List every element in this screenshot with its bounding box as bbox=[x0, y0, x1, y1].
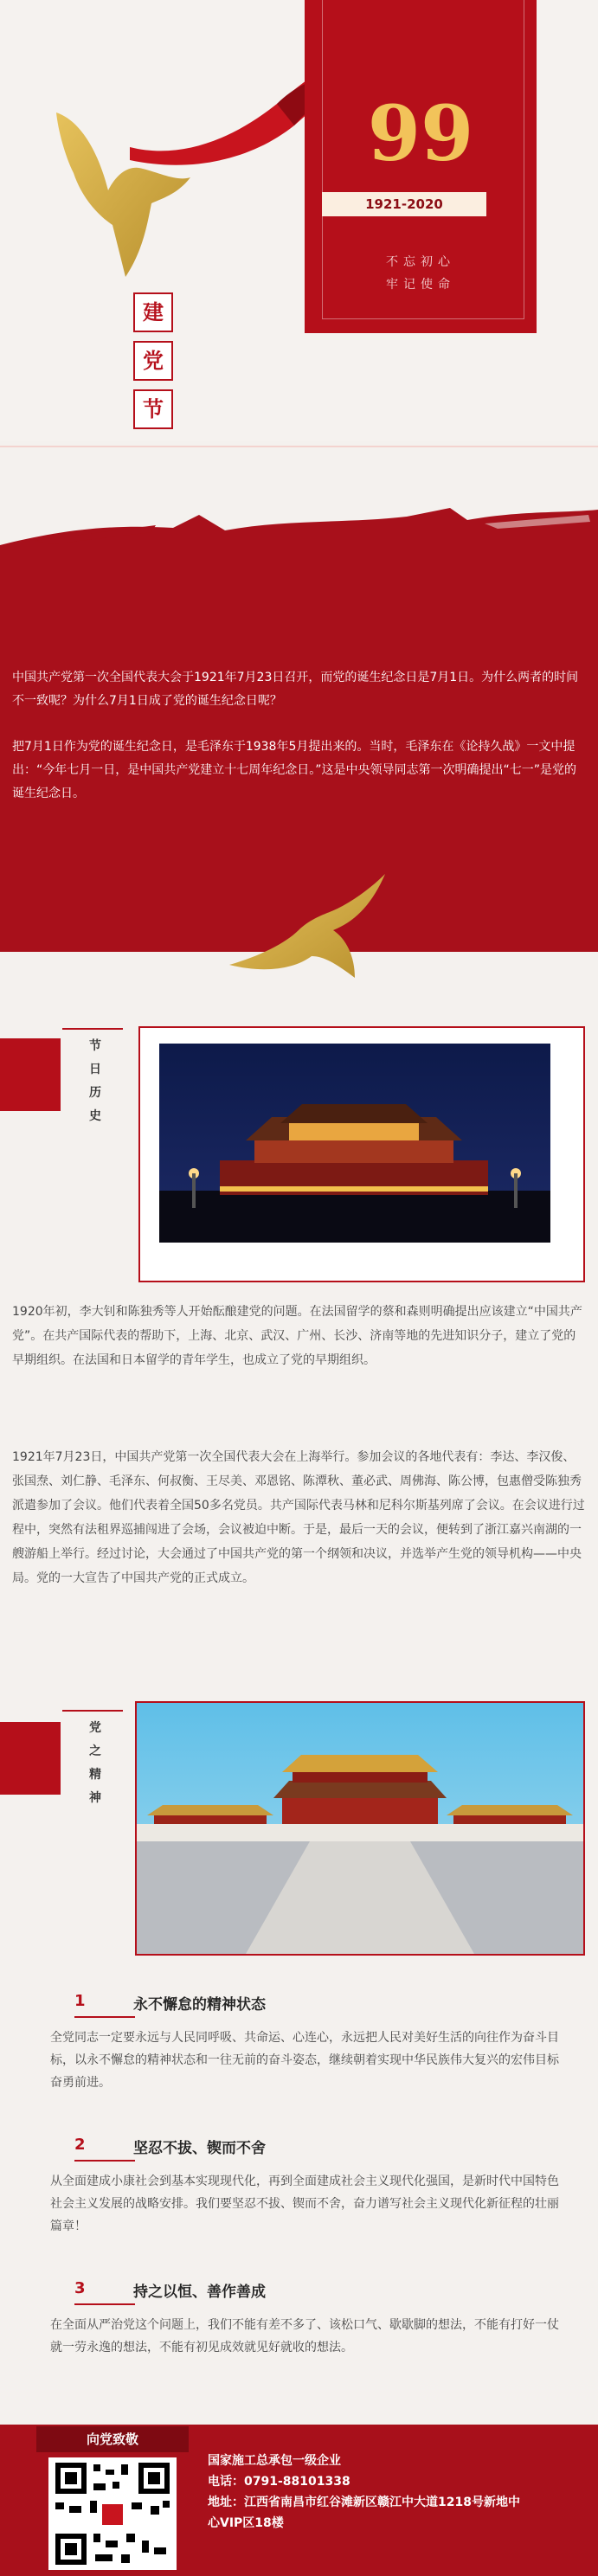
footer-line-1: 国家施工总承包一级企业 bbox=[208, 2454, 341, 2468]
spirit-photo-frame bbox=[135, 1701, 585, 1956]
point-3-number: 3 bbox=[74, 2279, 86, 2297]
point-2-number: 2 bbox=[74, 2136, 86, 2154]
spirit-section-title: 党 之 精 神 bbox=[89, 1721, 101, 1805]
history-photo-frame bbox=[138, 1026, 585, 1282]
qr-code-icon bbox=[48, 2457, 177, 2570]
title-char-jian: 建 bbox=[133, 292, 173, 332]
intro-paragraph-1: 中国共产党第一次全国代表大会于1921年7月23日召开，而党的诞生纪念日是7月1日。为什么两者的时间不一致呢？为什么7月1日成了党的诞生纪念日呢？ bbox=[12, 671, 579, 708]
history-paragraph-1: 1920年初，李大钊和陈独秀等人开始酝酿建党的问题。在法国留学的蔡和森则明确提出应该建立“中国共产党”。在共产国际代表的帮助下，上海、北京、武汉、广州、长沙、济南等地的先进知识分子，建立了党的早期组织。在法国和日本留学的青年学生，也成立了党的早期组织。 bbox=[12, 1305, 582, 1367]
history-top-line bbox=[62, 1028, 123, 1030]
point-3-heading: 持之以恒、善作善成 bbox=[133, 2284, 266, 2301]
years-badge: 1921-2020 bbox=[322, 192, 486, 216]
gold-dove-2-icon bbox=[225, 870, 389, 999]
history-section-title: 节 日 历 史 bbox=[89, 1039, 101, 1123]
divider bbox=[0, 446, 598, 447]
footer-line-3: 地址：江西省南昌市红谷滩新区赣江中大道1218号新地中 bbox=[208, 2496, 520, 2509]
motto-line-1: 不忘初心 bbox=[386, 255, 455, 269]
intro-paragraph-2: 把7月1日作为党的诞生纪念日，是毛泽东于1938年5月提出来的。当时，毛泽东在《论持久战》一文中提出：“今年七月一日，是中国共产党建立十七周年纪念日。”这是中央领导同志第一次明确提出“七一”是党的诞生纪念日。 bbox=[12, 740, 577, 800]
motto-line-2: 牢记使命 bbox=[386, 278, 455, 292]
anniversary-number: 99 bbox=[367, 88, 474, 178]
footer-line-4: 心VIP区18楼 bbox=[208, 2516, 284, 2530]
point-1-heading: 永不懈怠的精神状态 bbox=[133, 1996, 266, 2014]
point-2-bar bbox=[74, 2160, 135, 2162]
point-3-bar bbox=[74, 2303, 135, 2305]
title-char-jie: 节 bbox=[133, 389, 173, 429]
point-2-text: 从全面建成小康社会到基本实现现代化，再到全面建成社会主义现代化强国，是新时代中国特色社会主义发展的战略安排。我们要坚忍不拔、锲而不舍，奋力谱写社会主义现代化新征程的壮丽篇章！ bbox=[50, 2175, 559, 2233]
tiananmen-night-photo bbox=[159, 1044, 550, 1243]
point-1-number: 1 bbox=[74, 1992, 86, 2010]
footer-line-2: 电话：0791-88101338 bbox=[208, 2475, 350, 2489]
point-1-text: 全党同志一定要永远与人民同呼吸、共命运、心连心，永远把人民对美好生活的向往作为奋斗目标，以永不懈怠的精神状态和一往无前的奋斗姿态，继续朝着实现中华民族伟大复兴的宏伟目标奋勇前进。 bbox=[50, 2031, 559, 2090]
history-section-block bbox=[0, 1038, 61, 1111]
point-2-heading: 坚忍不拔、锲而不舍 bbox=[133, 2140, 266, 2157]
spirit-top-line bbox=[62, 1710, 123, 1712]
qr-label: 向党致敬 bbox=[36, 2426, 189, 2452]
qr-code[interactable] bbox=[48, 2457, 177, 2570]
title-char-dang: 党 bbox=[133, 341, 173, 381]
point-3-text: 在全面从严治党这个问题上，我们不能有差不多了、该松口气、歇歇脚的想法，不能有打好一仗就一劳永逸的想法，不能有初见成效就见好就收的想法。 bbox=[50, 2318, 559, 2354]
forbidden-city-photo bbox=[137, 1703, 583, 1954]
spirit-section-block bbox=[0, 1722, 61, 1795]
point-1-bar bbox=[74, 2016, 135, 2018]
history-paragraph-2: 1921年7月23日，中国共产党第一次全国代表大会在上海举行。参加会议的各地代表有：李达、李汉俊、张国焘、刘仁静、毛泽东、何叔衡、王尽美、邓恩铭、陈潭秋、董必武、周佛海、陈公博，包惠僧受陈独秀派遣参加了会议。他们代表着全国50多名党员。共产国际代表马林和尼科尔斯基列席了会议。在会议进行过程中，突然有法租界巡捕闯进了会场，会议被迫中断。于是，最后一天的会议，便转到了浙江嘉兴南湖的一艘游船上举行。经过讨论，大会通过了中国共产党的第一个纲领和决议，并选举产生党的领导机构——中央局。党的一大宣告了中国共产党的正式成立。 bbox=[12, 1450, 585, 1585]
